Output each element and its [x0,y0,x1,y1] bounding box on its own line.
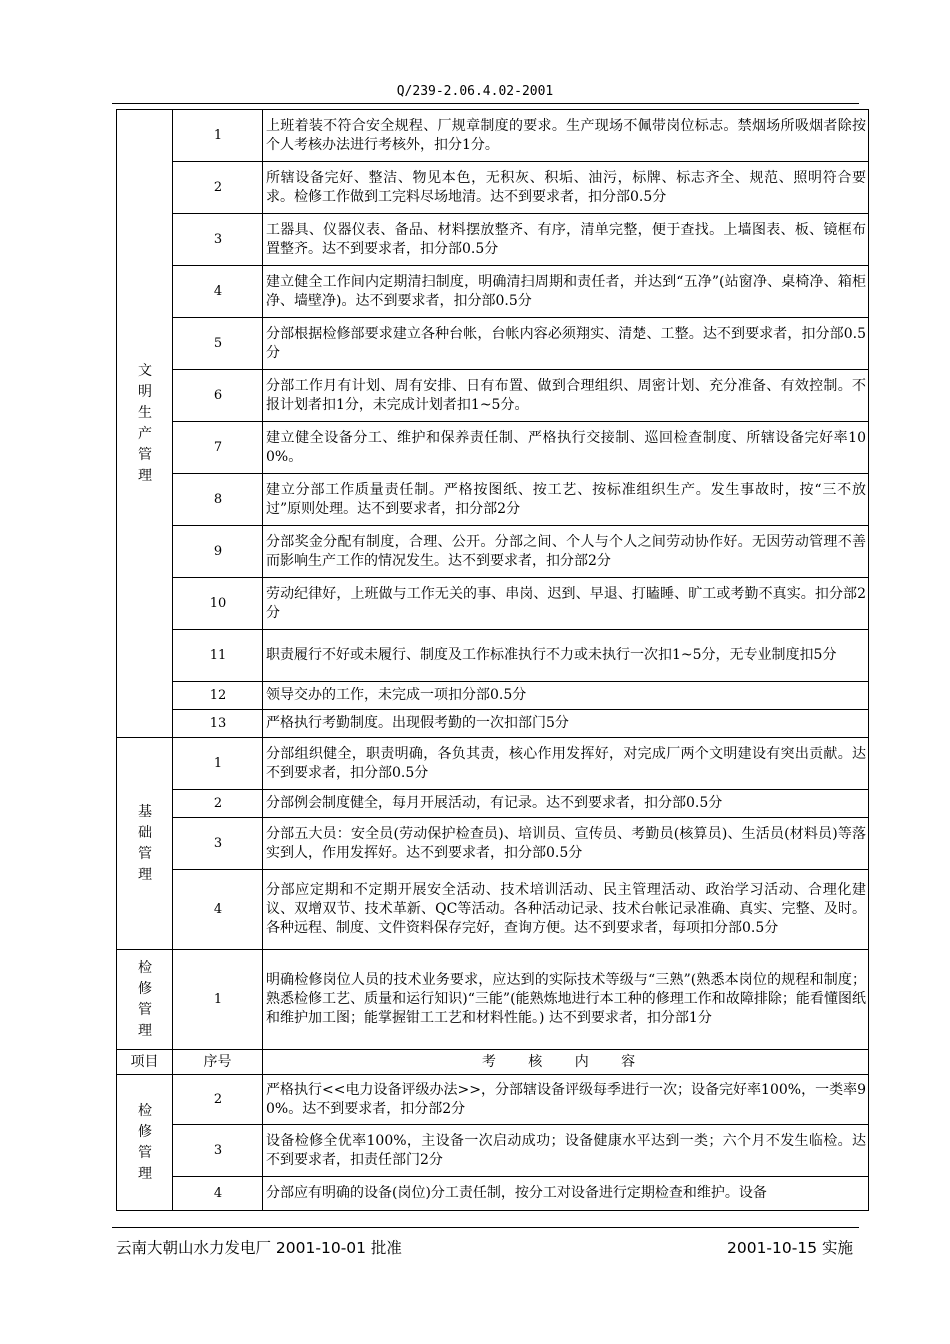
table-row [117,422,869,474]
table-row [117,1177,869,1211]
table-row [117,214,869,266]
table-row [117,162,869,214]
item-cell [117,110,173,738]
seq-cell: 9 [173,526,263,578]
table-row [117,578,869,630]
content-cell: 分部组织健全，职责明确，各负其责，核心作用发挥好，对完成厂两个文明建设有突出贡献。达不到要求者，扣分部0.5分 [263,738,869,790]
seq-cell: 11 [173,630,263,682]
content-cell: 职责履行不好或未履行、制度及工作标准执行不力或未执行一次扣1~5分，无专业制度扣5分 [263,630,869,682]
table-row [117,1125,869,1177]
seq-cell: 4 [173,1177,263,1211]
table-row [117,318,869,370]
implementation-text: 2001-10-15 实施 [726,1239,853,1257]
table-row [117,738,869,790]
seq-cell: 2 [173,790,263,818]
table-header-row [117,1050,869,1075]
seq-cell: 12 [173,682,263,710]
content-cell: 分部应定期和不定期开展安全活动、技术培训活动、民主管理活动、政治学习活动、合理化建议、双增双节、技术革新、QC等活动。各种活动记录、技术台帐记录准确、真实、完整、及时。各种远程、制度、文件资料保存完好，查询方便。达不到要求者，每项扣分部0.5分 [263,870,869,950]
header-content: 考 核 内 容 [263,1050,869,1075]
table-row [117,110,869,162]
header-seq: 序号 [173,1050,263,1075]
item-label: 检修管理 [138,1102,152,1182]
content-cell: 分部根据检修部要求建立各种台帐，台帐内容必须翔实、清楚、工整。达不到要求者，扣分部0.5分 [263,318,869,370]
content-cell: 严格执行<<电力设备评级办法>>，分部辖设备评级每季进行一次；设备完好率100%，一类率90%。达不到要求者，扣分部2分 [263,1075,869,1125]
seq-cell: 4 [173,870,263,950]
table-row [117,710,869,738]
table-row [117,630,869,682]
table-row [117,1075,869,1125]
content-cell: 严格执行考勤制度。出现假考勤的一次扣部门5分 [263,710,869,738]
table-row [117,818,869,870]
table-row [117,682,869,710]
seq-cell: 3 [173,818,263,870]
table-row [117,526,869,578]
item-cell [117,1075,173,1211]
seq-cell: 2 [173,1075,263,1125]
assessment-table [116,109,869,1211]
content-cell: 分部例会制度健全，每月开展活动，有记录。达不到要求者，扣分部0.5分 [263,790,869,818]
content-cell: 明确检修岗位人员的技术业务要求，应达到的实际技术等级与“三熟”(熟悉本岗位的规程和制度；熟悉检修工艺、质量和运行知识)“三能”(能熟炼地进行本工种的修理工作和故障排除；能看懂图纸和维护加工图；能掌握钳工工艺和材料性能。) 达不到要求者，扣分部1分 [263,950,869,1050]
content-cell: 所辖设备完好、整洁、物见本色，无积灰、积垢、油污，标牌、标志齐全、规范、照明符合要求。检修工作做到工完料尽场地清。达不到要求者，扣分部0.5分 [263,162,869,214]
content-cell: 建立健全设备分工、维护和保养责任制、严格执行交接制、巡回检查制度、所辖设备完好率100%。 [263,422,869,474]
seq-cell: 5 [173,318,263,370]
item-label: 检修管理 [138,959,152,1039]
seq-cell: 1 [173,110,263,162]
item-label: 基础管理 [138,803,152,883]
table-row [117,370,869,422]
seq-cell: 7 [173,422,263,474]
seq-cell: 6 [173,370,263,422]
content-cell: 工器具、仪器仪表、备品、材料摆放整齐、有序，清单完整，便于查找。上墙图表、板、镜框布置整齐。达不到要求者，扣分部0.5分 [263,214,869,266]
seq-cell: 2 [173,162,263,214]
content-cell: 上班着装不符合安全规程、厂规章制度的要求。生产现场不佩带岗位标志。禁烟场所吸烟者除按个人考核办法进行考核外，扣分1分。 [263,110,869,162]
seq-cell: 1 [173,950,263,1050]
seq-cell: 3 [173,214,263,266]
seq-cell: 13 [173,710,263,738]
seq-cell: 1 [173,738,263,790]
seq-cell: 4 [173,266,263,318]
document-code: Q/239-2.06.4.02-2001 [396,84,554,99]
approval-text: 云南大朝山水力发电厂 2001-10-01 批准 [116,1239,402,1257]
table-row [117,474,869,526]
content-cell: 分部应有明确的设备(岗位)分工责任制，按分工对设备进行定期检查和维护。设备 [263,1177,869,1211]
content-cell: 分部奖金分配有制度，合理、公开。分部之间、个人与个人之间劳动协作好。无因劳动管理不善而影响生产工作的情况发生。达不到要求者，扣分部2分 [263,526,869,578]
item-cell [117,738,173,950]
footer-rule [112,1227,859,1228]
item-label: 文明生产管理 [138,362,152,484]
seq-cell: 3 [173,1125,263,1177]
seq-cell: 10 [173,578,263,630]
content-cell: 建立分部工作质量责任制。严格按图纸、按工艺、按标准组织生产。发生事故时，按“三不放过”原则处理。达不到要求者，扣分部2分 [263,474,869,526]
header-item: 项目 [117,1050,173,1075]
item-cell [117,950,173,1050]
table-row [117,790,869,818]
content-cell: 分部五大员：安全员(劳动保护检查员)、培训员、宣传员、考勤员(核算员)、生活员(材料员)等落实到人，作用发挥好。达不到要求者，扣分部0.5分 [263,818,869,870]
table-row [117,950,869,1050]
content-cell: 设备检修全优率100%，主设备一次启动成功；设备健康水平达到一类；六个月不发生临检。达不到要求者，扣责任部门2分 [263,1125,869,1177]
table-row [117,870,869,950]
header-rule [112,103,859,104]
seq-cell: 8 [173,474,263,526]
content-cell: 分部工作月有计划、周有安排、日有布置、做到合理组织、周密计划、充分准备、有效控制。不报计划者扣1分，未完成计划者扣1~5分。 [263,370,869,422]
content-cell: 建立健全工作间内定期清扫制度，明确清扫周期和责任者，并达到“五净”(站窗净、桌椅净、箱柜净、墙壁净)。达不到要求者，扣分部0.5分 [263,266,869,318]
content-cell: 劳动纪律好，上班做与工作无关的事、串岗、迟到、早退、打瞌睡、旷工或考勤不真实。扣分部2分 [263,578,869,630]
content-cell: 领导交办的工作，未完成一项扣分部0.5分 [263,682,869,710]
table-row [117,266,869,318]
